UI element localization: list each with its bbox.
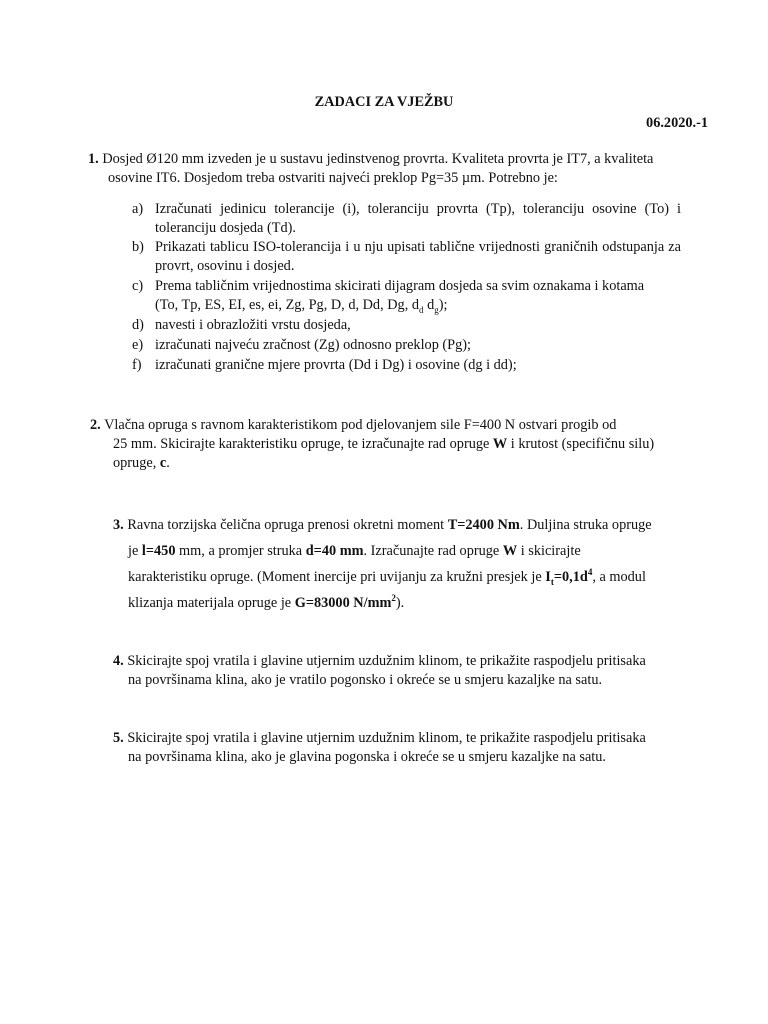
task-4: 4. Skicirajte spoj vratila i glavine utjernim uzdužnim klinom, te prikažite raspodjelu pritisaka na površinama klina, ako je vratilo pogonsko i okreće se u smjeru kazaljke na satu. xyxy=(113,653,646,688)
task-number: 4. xyxy=(113,653,124,669)
task-1-line-1: Dosjed Ø120 mm izveden je u sustavu jedinstvenog provrta. Kvaliteta provrta je IT7, a kvaliteta xyxy=(102,151,654,167)
task-2: 2. Vlačna opruga s ravnom karakteristikom pod djelovanjem sile F=400 N ostvari progib od 25 mm. Skicirajte karakteristiku opruge, te izračunajte rad opruge W i krutost (specifičnu silu) opruge, c. xyxy=(90,417,655,471)
page-title: ZADACI ZA VJEŽBU xyxy=(314,94,454,110)
date-code: 06.2020.-1 xyxy=(646,115,708,131)
task-number: 3. xyxy=(113,517,124,533)
task-5: 5. Skicirajte spoj vratila i glavine utjernim uzdužnim klinom, te prikažite raspodjelu pritisaka na površinama klina, ako je glavina pogonska i okreće se u smjeru kazaljke na satu. xyxy=(113,730,646,765)
task-number: 5. xyxy=(113,730,124,746)
task-3: 3. Ravna torzijska čelična opruga prenosi okretni moment T=2400 Nm. Duljina struka opruge je l=450 mm, a promjer struka d=40 mm. Izračunajte rad opruge W i skicirajte karakteristiku opruge. (Moment inercije pri uvijanju za kružni presjek je $I_t=0,1d^4$, a modul klizanja materijala opruge je G=83000 $N/mm^2$). xyxy=(113,517,652,611)
task-number: 1. xyxy=(88,151,99,167)
task-1-line-2: osovine IT6. Dosjedom treba ostvariti najveći preklop Pg=35 µm. Potrebno je: xyxy=(108,170,558,186)
task-1 xyxy=(88,150,708,188)
document-page: ZADACI ZA VJEŽBU 06.2020.-1 1. Dosjed Ø120 mm izveden je u sustavu jedinstvenog provrta. Kvaliteta provrta je IT7, a kvaliteta osovine IT6. Dosjedom treba ostvariti najveći preklop Pg=35 µm. Potrebno je: a) Izračunati jedinicu tolerancije (i), toleranciju provrta (Tp), toleranciju osovine (To) i toleranciju dosjeda (Td). b) Prikazati tablicu ISO-tolerancija i u nju upisati tablične vrijednosti graničnih odstupanja za provrt, osovinu i dosjed. c) Prema tabličnim vrijednostima skicirati dijagram dosjeda sa svim oznakama i kotama (To, Tp, ES, EI, es, ei, Zg, Pg, D, d, Dd, Dg, $d_d$ $d_g$); d) navesti i obrazložiti vrstu dosjeda, e) izračunati najveću zračnost (Zg) odnosno preklop (Pg); f) izračunati granične mjere provrta (Dd i Dg) i osovine (dg i dd); 2. Vlačna opruga s ravnom karakteristikom pod djelovanjem sile F=400 N ostvari progib od 25 mm. Skicirajte karakteristiku opruge, te izračunajte rad opruge W i krutost (specifičnu silu) opruge, c. 3. Ravna torzijska čelična opruga prenosi okretni moment T=2400 Nm. Duljina struka opruge je l=450 mm, a promjer struka d=40 mm. Izračunajte rad opruge W i skicirajte karakteristiku opruge. (Moment inercije pri uvijanju za kružni presjek je $I_t=0,1d^4$, a modul klizanja materijala opruge je G=83000 $N/mm^2$). 4. Skicirajte spoj vratila i glavine utjernim uzdužnim klinom, te prikažite raspodjelu pritisaka na površinama klina, ako je vratilo pogonsko i okreće se u smjeru kazaljke na satu. 5. Skicirajte spoj vratila i glavine utjernim uzdužnim klinom, te prikažite raspodjelu pritisaka na površinama klina, ako je glavina pogonska i okreće se u smjeru kazaljke na satu. xyxy=(0,0,768,1024)
task-number: 2. xyxy=(90,417,101,433)
